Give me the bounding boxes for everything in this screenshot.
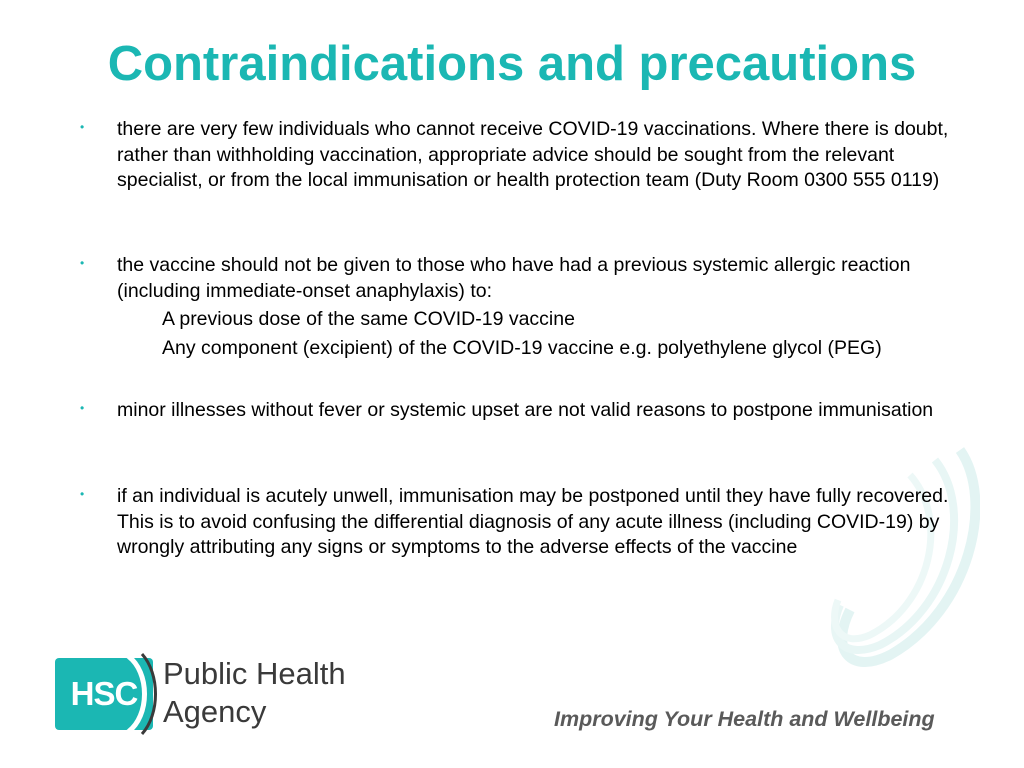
agency-line-2: Agency (163, 694, 267, 729)
bullet-dot-icon: • (80, 487, 85, 501)
sub-item: A previous dose of the same COVID-19 vaccine (162, 308, 575, 330)
bullet-dot-icon: • (80, 401, 85, 415)
bullet-text: there are very few individuals who cannot receive COVID-19 vaccinations. Where there is doubt, rather than withholding vaccination, appropriate advice should be sought from the relevant specialist, or from the local immunisation or health protection team (Duty Room 0300 555 0119) (117, 118, 949, 191)
bullet-text: the vaccine should not be given to those who have had a previous systemic allergic reaction (including immediate-onset anaphylaxis) to: (117, 254, 911, 302)
bullet-dot-icon: • (80, 256, 85, 270)
agency-line-1: Public Health (163, 656, 346, 691)
bullet-item (80, 117, 970, 194)
hsc-logo-text: HSC (70, 675, 138, 712)
bullet-item (80, 398, 970, 424)
bullet-item (80, 484, 970, 561)
bullet-item (80, 253, 970, 361)
sub-item: Any component (excipient) of the COVID-19 vaccine e.g. polyethylene glycol (PEG) (162, 336, 882, 359)
agency-name (163, 655, 346, 731)
slide-title: Contraindications and precautions (107, 37, 917, 91)
bullet-text: minor illnesses without fever or systemic upset are not valid reasons to postpone immunisation (117, 399, 934, 421)
bullet-dot-icon: • (80, 120, 85, 134)
tagline: Improving Your Health and Wellbeing (554, 707, 935, 731)
logo-curve-icon (120, 652, 160, 736)
bullet-text: if an individual is acutely unwell, immunisation may be postponed until they have fully recovered. This is to avoid confusing the differential diagnosis of any acute illness (including COVID-19) by wrongly attributing any signs or symptoms to the adverse effects of the vaccine (117, 485, 949, 558)
